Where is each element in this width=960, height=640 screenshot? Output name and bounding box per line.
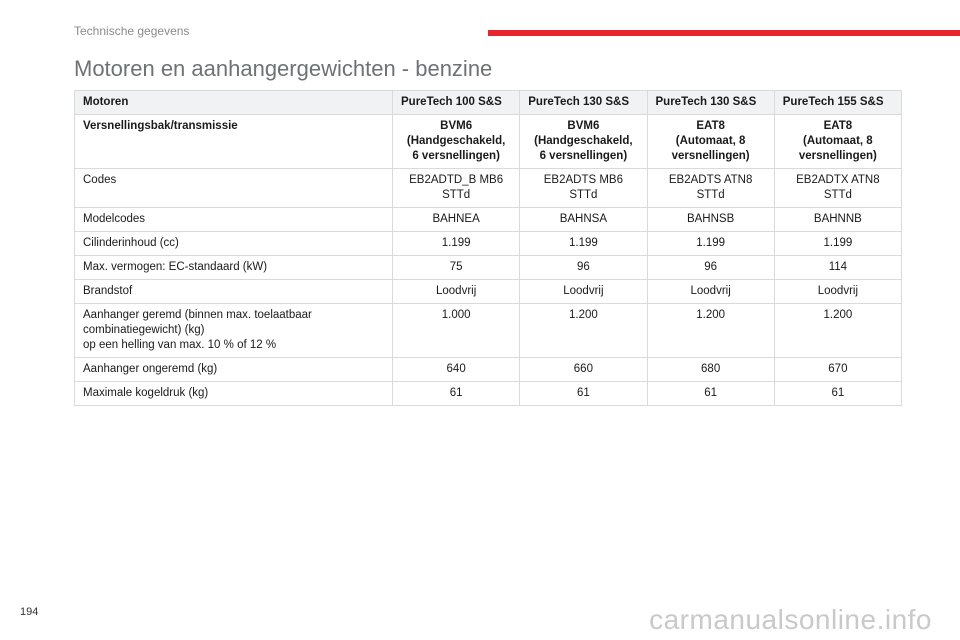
- table-row: [75, 280, 902, 304]
- table-cell: 61: [774, 382, 901, 406]
- table-row: [75, 208, 902, 232]
- table-cell: BVM6 (Handgeschakeld, 6 versnellingen): [520, 115, 647, 169]
- column-header: PureTech 100 S&S: [393, 91, 520, 115]
- table-cell: BAHNSB: [647, 208, 774, 232]
- row-label: Cilinderinhoud (cc): [75, 232, 393, 256]
- table-cell: 1.200: [647, 304, 774, 358]
- table-cell: BVM6 (Handgeschakeld, 6 versnellingen): [393, 115, 520, 169]
- table-cell: 75: [393, 256, 520, 280]
- table-row: [75, 169, 902, 208]
- transmission-row: [75, 115, 902, 169]
- table-row: [75, 358, 902, 382]
- table-cell: 1.199: [647, 232, 774, 256]
- table-row: [75, 304, 902, 358]
- table-cell: EB2ADTX ATN8 STTd: [774, 169, 901, 208]
- accent-bar: [488, 30, 960, 36]
- column-header: PureTech 130 S&S: [520, 91, 647, 115]
- table-cell: 1.200: [520, 304, 647, 358]
- row-label: Aanhanger ongeremd (kg): [75, 358, 393, 382]
- row-label: Versnellingsbak/transmissie: [75, 115, 393, 169]
- row-label: Brandstof: [75, 280, 393, 304]
- page-title: Motoren en aanhangergewichten - benzine: [74, 56, 493, 81]
- table-cell: Loodvrij: [774, 280, 901, 304]
- table-row: [75, 232, 902, 256]
- table-cell: EB2ADTD_B MB6 STTd: [393, 169, 520, 208]
- row-label: Modelcodes: [75, 208, 393, 232]
- table-row: [75, 382, 902, 406]
- table-cell: 61: [393, 382, 520, 406]
- table-cell: BAHNSA: [520, 208, 647, 232]
- table-cell: 1.000: [393, 304, 520, 358]
- table-cell: 61: [520, 382, 647, 406]
- table-cell: 1.199: [520, 232, 647, 256]
- table-cell: EAT8 (Automaat, 8 versnellingen): [647, 115, 774, 169]
- table-cell: 660: [520, 358, 647, 382]
- table-cell: 680: [647, 358, 774, 382]
- row-label: Max. vermogen: EC-standaard (kW): [75, 256, 393, 280]
- table-cell: 1.199: [774, 232, 901, 256]
- page-number: 194: [20, 606, 39, 618]
- table-cell: 96: [520, 256, 647, 280]
- table-cell: 1.200: [774, 304, 901, 358]
- table-cell: EB2ADTS ATN8 STTd: [647, 169, 774, 208]
- row-label: Aanhanger geremd (binnen max. toelaatbaar combinatiegewicht) (kg) op een helling van max. 10 % of 12 %: [75, 304, 393, 358]
- column-header: PureTech 155 S&S: [774, 91, 901, 115]
- table-cell: Loodvrij: [393, 280, 520, 304]
- table-header-row: [75, 91, 902, 115]
- spec-table: [74, 90, 902, 406]
- row-label: Codes: [75, 169, 393, 208]
- table-cell: 640: [393, 358, 520, 382]
- row-label: Maximale kogeldruk (kg): [75, 382, 393, 406]
- table-cell: BAHNEA: [393, 208, 520, 232]
- column-header: PureTech 130 S&S: [647, 91, 774, 115]
- table-cell: 114: [774, 256, 901, 280]
- table-cell: EAT8 (Automaat, 8 versnellingen): [774, 115, 901, 169]
- table-cell: 96: [647, 256, 774, 280]
- section-label: Technische gegevens: [74, 24, 190, 38]
- table-cell: 670: [774, 358, 901, 382]
- table-cell: Loodvrij: [520, 280, 647, 304]
- table-cell: EB2ADTS MB6 STTd: [520, 169, 647, 208]
- table-cell: Loodvrij: [647, 280, 774, 304]
- table-row: [75, 256, 902, 280]
- table-cell: 1.199: [393, 232, 520, 256]
- table-cell: BAHNNB: [774, 208, 901, 232]
- watermark: carmanualsonline.info: [649, 604, 932, 635]
- column-header: Motoren: [75, 91, 393, 115]
- table-cell: 61: [647, 382, 774, 406]
